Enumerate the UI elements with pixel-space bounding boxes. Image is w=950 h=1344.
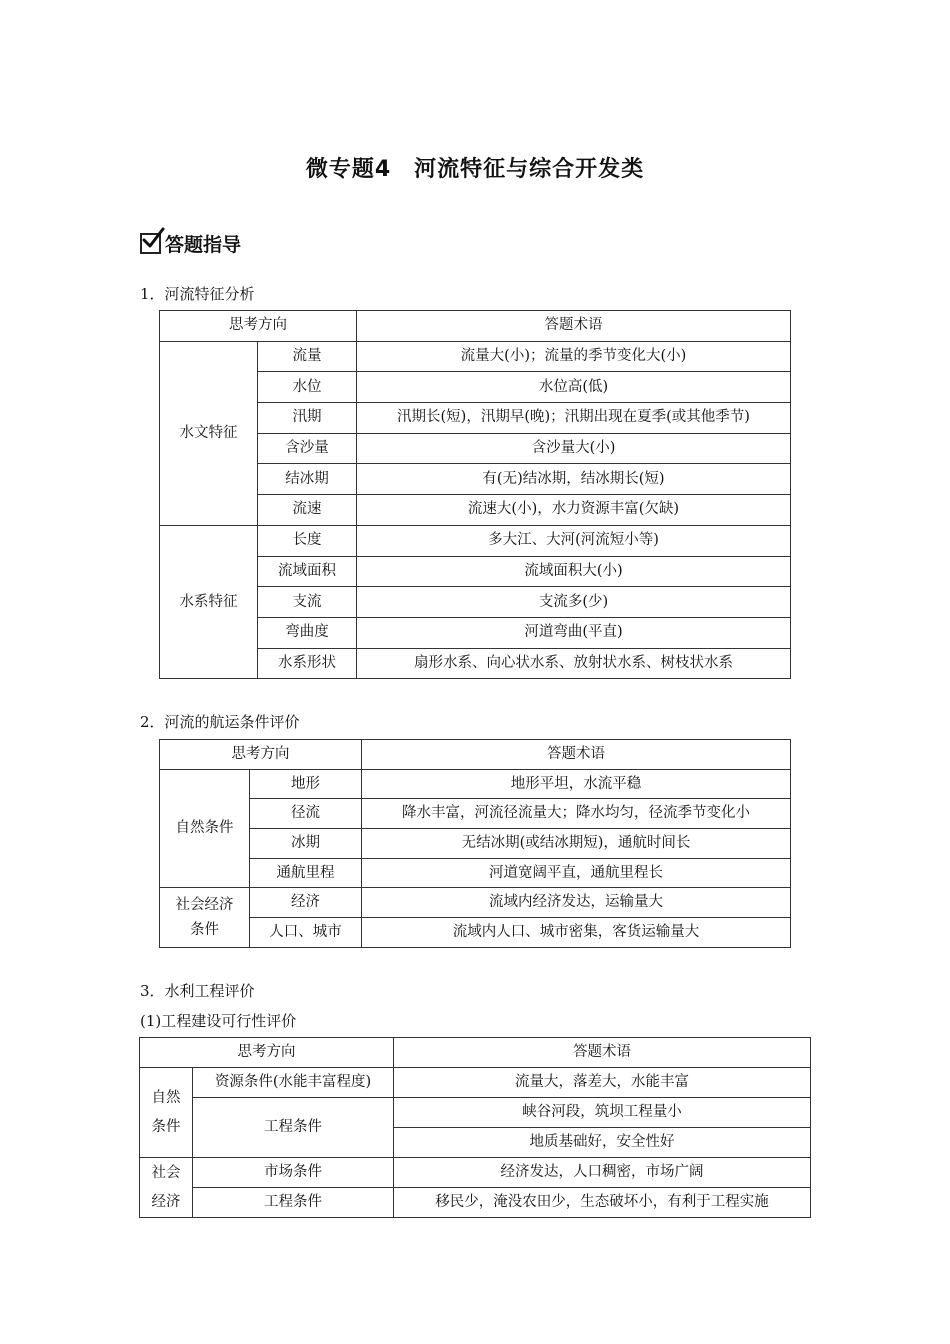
item-cell: 流速 (258, 495, 357, 526)
term-cell: 流量大，落差大，水能丰富 (394, 1068, 811, 1098)
item-cell: 冰期 (250, 829, 362, 859)
section2-heading: 2．河流的航运条件评价 (140, 713, 300, 731)
item-cell: 水系形状 (258, 648, 357, 679)
group-label: 水文特征 (160, 341, 258, 525)
item-cell: 长度 (258, 525, 357, 556)
table-row (140, 1098, 811, 1128)
group-label-line2: 条件 (190, 921, 219, 938)
answer-guide-label: 答题指导 (165, 234, 242, 256)
group-label: 水系特征 (160, 525, 258, 678)
header-direction: 思考方向 (160, 740, 362, 770)
section3-heading: 3．水利工程评价 (140, 982, 255, 1000)
term-cell: 含沙量大(小) (357, 433, 791, 464)
term-cell: 河道弯曲(平直) (357, 617, 791, 648)
header-direction: 思考方向 (160, 311, 357, 342)
item-cell: 水位 (258, 372, 357, 403)
item-cell: 径流 (250, 799, 362, 829)
group-label: 自然条件 (160, 769, 250, 888)
river-features-table (159, 310, 791, 679)
term-cell: 河道宽阔平直，通航里程长 (362, 858, 791, 888)
term-cell: 移民少，淹没农田少，生态破坏小，有利于工程实施 (394, 1188, 811, 1218)
table-row (140, 1188, 811, 1218)
term-cell: 多大江、大河(河流短小等) (357, 525, 791, 556)
page-title: 微专题4 河流特征与综合开发类 (305, 157, 645, 182)
table-row (160, 918, 791, 948)
term-cell: 汛期长(短)，汛期早(晚)；汛期出现在夏季(或其他季节) (357, 403, 791, 434)
term-cell: 流域内人口、城市密集，客货运输量大 (362, 918, 791, 948)
item-cell: 含沙量 (258, 433, 357, 464)
item-cell: 流域面积 (258, 556, 357, 587)
item-cell: 通航里程 (250, 858, 362, 888)
term-cell: 扇形水系、向心状水系、放射状水系、树枝状水系 (357, 648, 791, 679)
item-cell: 人口、城市 (250, 918, 362, 948)
group-label-line1: 社会 (151, 1164, 181, 1181)
term-cell: 地质基础好，安全性好 (394, 1128, 811, 1158)
group-label (140, 1158, 193, 1218)
table-row (140, 1068, 811, 1098)
answer-guide-heading (140, 230, 241, 257)
item-cell: 弯曲度 (258, 617, 357, 648)
group-label-line1: 社会经济 (175, 896, 234, 913)
group-label-line2: 条件 (151, 1118, 181, 1135)
table-row (160, 341, 791, 372)
header-terms: 答题术语 (394, 1038, 811, 1068)
item-cell: 工程条件 (193, 1188, 394, 1218)
table-row (140, 1158, 811, 1188)
item-cell: 结冰期 (258, 464, 357, 495)
table-header-row (160, 311, 791, 342)
checkbox-check-icon (140, 233, 161, 254)
term-cell: 流域面积大(小) (357, 556, 791, 587)
item-cell: 工程条件 (193, 1098, 394, 1158)
term-cell: 有(无)结冰期，结冰期长(短) (357, 464, 791, 495)
navigation-conditions-table (159, 739, 791, 948)
section1-heading: 1．河流特征分析 (140, 285, 255, 303)
header-direction: 思考方向 (140, 1038, 394, 1068)
section3-subheading: (1)工程建设可行性评价 (140, 1012, 297, 1030)
group-label (140, 1068, 193, 1158)
item-cell: 支流 (258, 587, 357, 618)
term-cell: 地形平坦，水流平稳 (362, 769, 791, 799)
group-label (160, 888, 250, 947)
table-row (160, 829, 791, 859)
term-cell: 经济发达，人口稠密，市场广阔 (394, 1158, 811, 1188)
table-row (160, 769, 791, 799)
item-cell: 汛期 (258, 403, 357, 434)
table-row (160, 525, 791, 556)
term-cell: 流量大(小)；流量的季节变化大(小) (357, 341, 791, 372)
term-cell: 降水丰富，河流径流量大；降水均匀，径流季节变化小 (362, 799, 791, 829)
term-cell: 无结冰期(或结冰期短)，通航时间长 (362, 829, 791, 859)
term-cell: 峡谷河段，筑坝工程量小 (394, 1098, 811, 1128)
item-cell: 市场条件 (193, 1158, 394, 1188)
header-terms: 答题术语 (357, 311, 791, 342)
term-cell: 流速大(小)，水力资源丰富(欠缺) (357, 495, 791, 526)
item-cell: 地形 (250, 769, 362, 799)
item-cell: 流量 (258, 341, 357, 372)
table-row (160, 799, 791, 829)
table-row (160, 888, 791, 918)
term-cell: 水位高(低) (357, 372, 791, 403)
item-cell: 经济 (250, 888, 362, 918)
table-header-row (140, 1038, 811, 1068)
water-project-feasibility-table (139, 1037, 811, 1218)
group-label-line2: 经济 (151, 1193, 181, 1210)
term-cell: 支流多(少) (357, 587, 791, 618)
group-label-line1: 自然 (151, 1089, 181, 1106)
item-cell: 资源条件(水能丰富程度) (193, 1068, 394, 1098)
table-header-row (160, 740, 791, 770)
term-cell: 流域内经济发达，运输量大 (362, 888, 791, 918)
header-terms: 答题术语 (362, 740, 791, 770)
table-row (160, 858, 791, 888)
